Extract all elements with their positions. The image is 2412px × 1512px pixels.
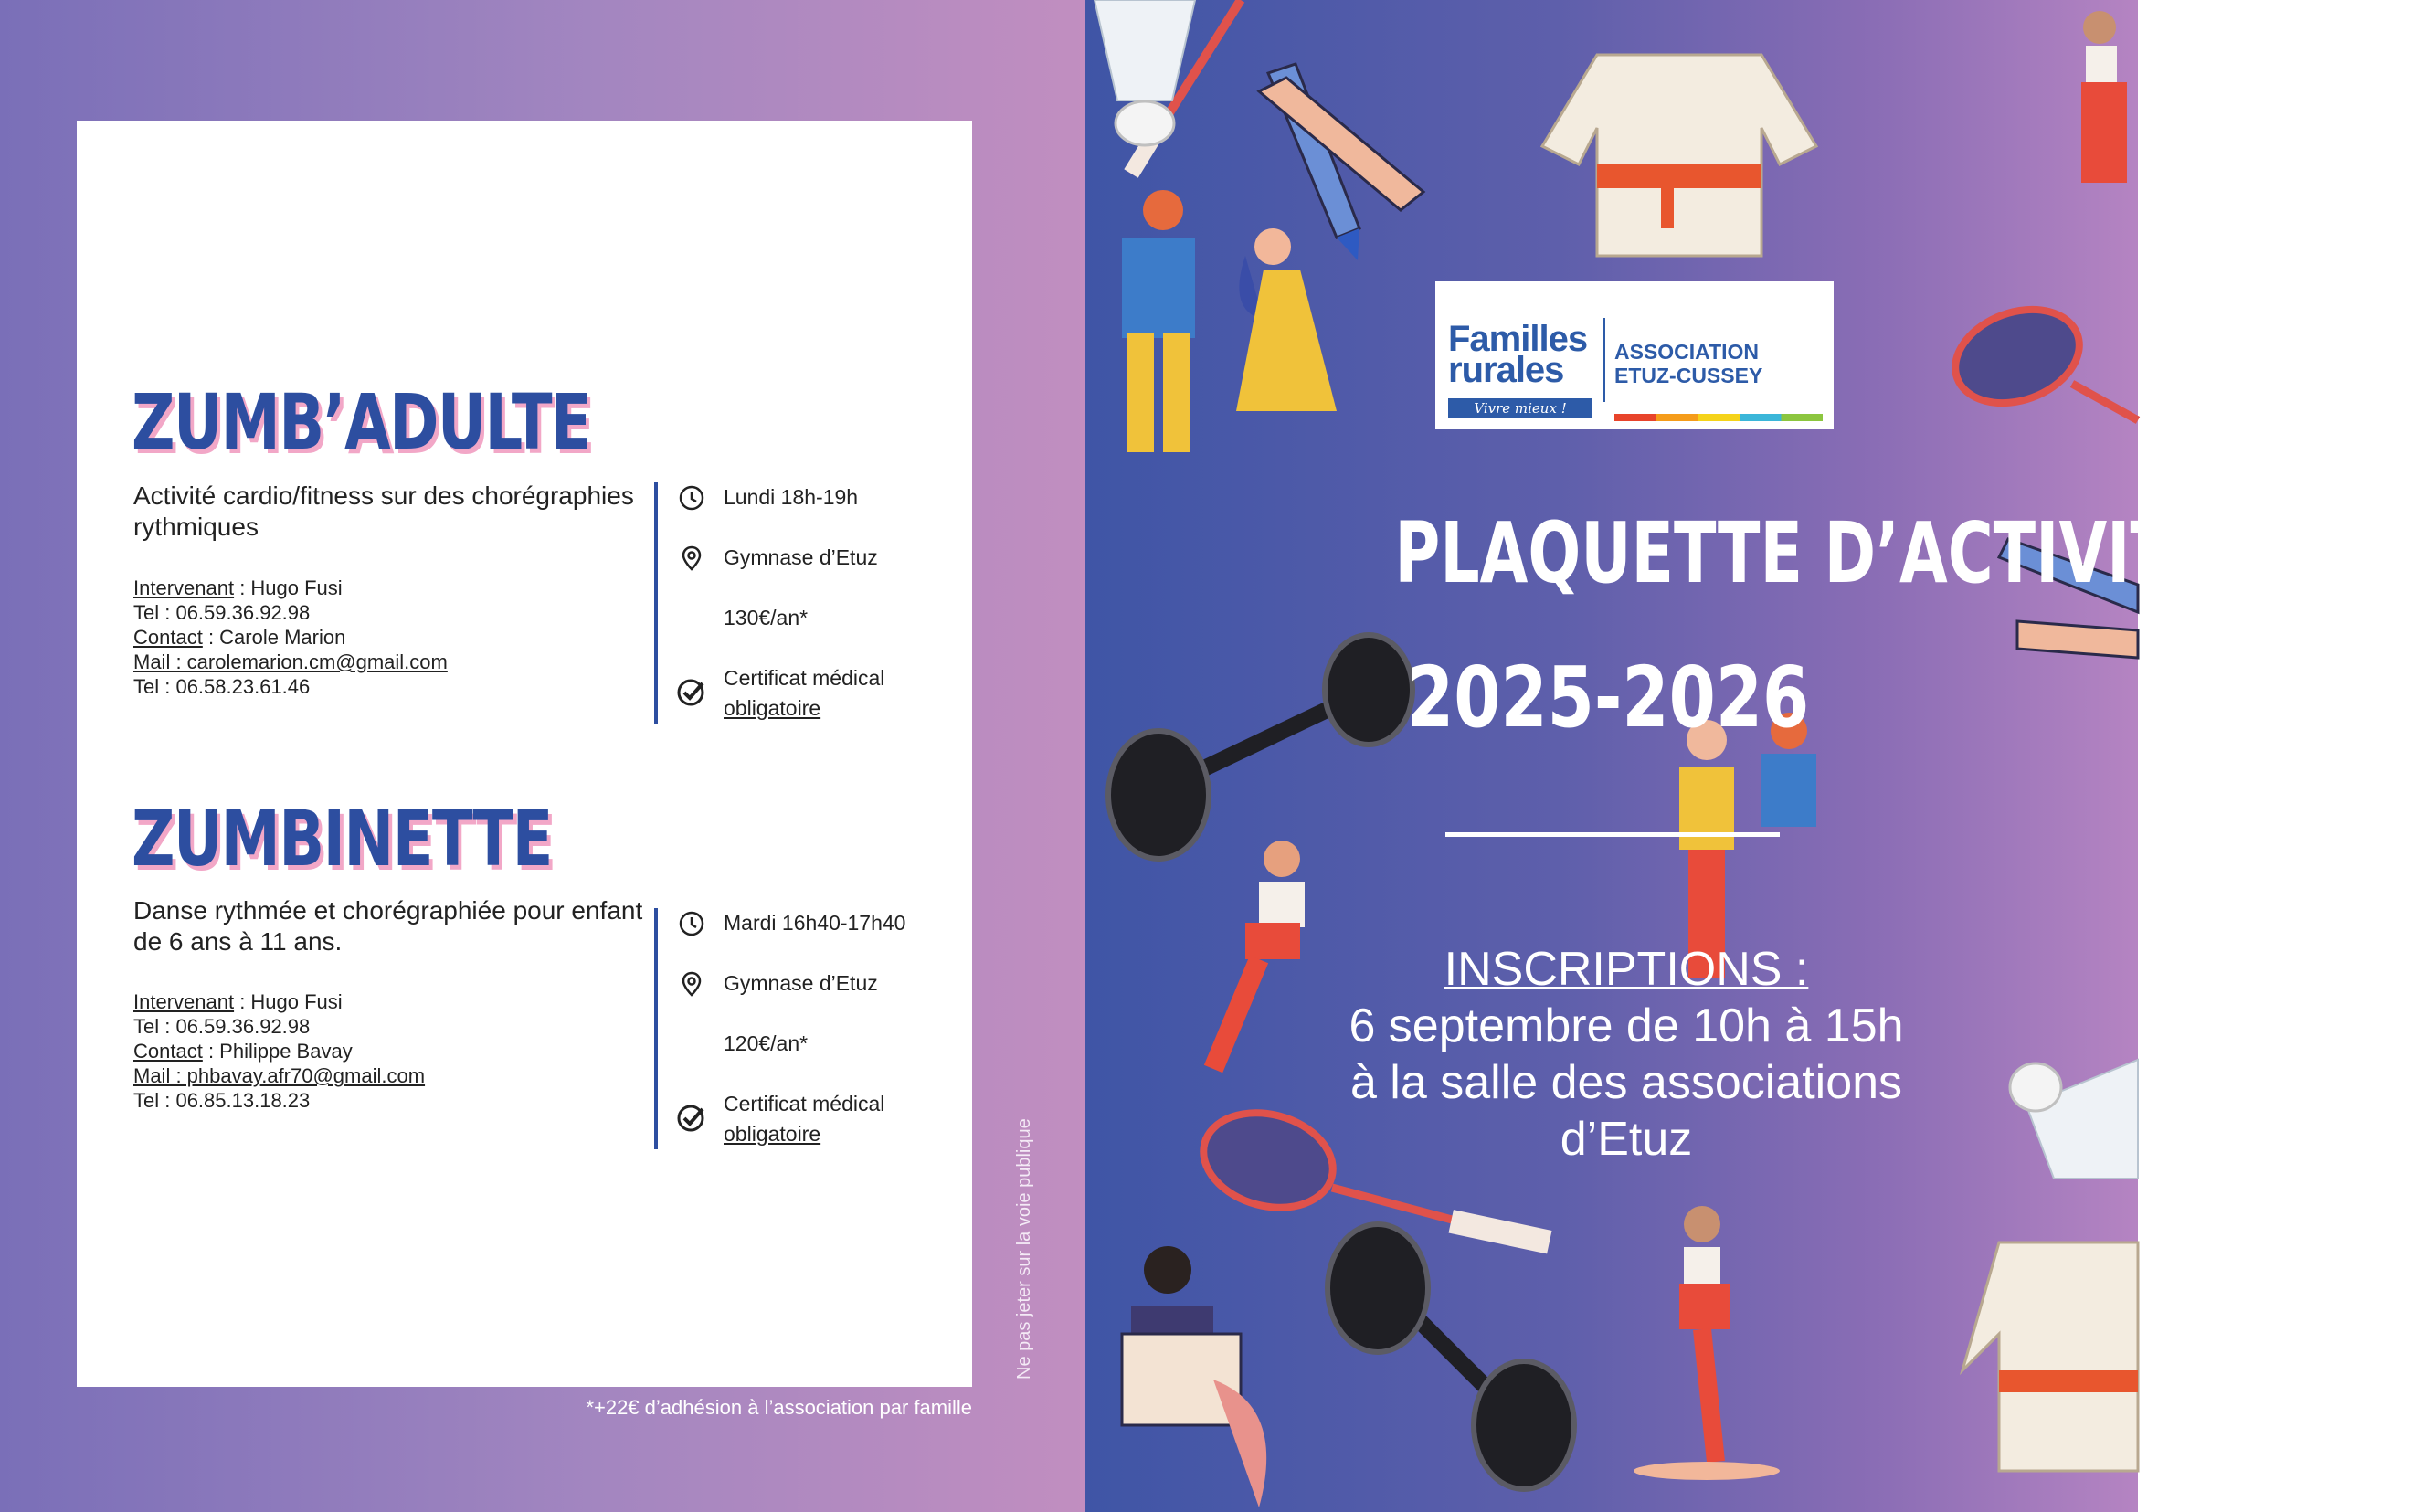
info-column: [654, 482, 950, 724]
inscriptions-line: à la salle des associations: [1349, 1056, 1903, 1109]
contact-email[interactable]: Mail : carolemarion.cm@gmail.com: [133, 650, 448, 673]
price-row: 130€/an*: [724, 606, 809, 629]
logo-slogan: Vivre mieux !: [1448, 398, 1592, 418]
judo-kimono-icon: [1542, 46, 1816, 256]
section-title-zumbadulte: ZUMB’ADULTE: [132, 377, 591, 467]
location-pin-icon: [676, 968, 707, 999]
inscriptions-block: [1279, 941, 1973, 1168]
familles-rurales-logo: [1435, 281, 1834, 429]
contact-line: Intervenant : Hugo Fusi: [133, 576, 343, 599]
clock-icon: [676, 908, 707, 939]
schedule-row: Mardi 16h40-17h40: [676, 908, 905, 939]
cover-title: PLAQUETTE D’ACTIVITÉS: [1394, 504, 2260, 602]
shuttlecock-icon: [1999, 1051, 2138, 1233]
cover-page: [1085, 0, 2260, 1512]
check-circle-icon: [676, 1102, 707, 1133]
certificate-row: Certificat médical obligatoire: [676, 1089, 884, 1149]
logo-association: ASSOCIATION ETUZ-CUSSEY: [1614, 340, 1763, 387]
dancers-illustration: [1085, 183, 1250, 475]
contact-line: Contact : Carole Marion: [133, 626, 346, 649]
contact-line: Tel : 06.59.36.92.98: [133, 1015, 311, 1038]
membership-footnote: *+22€ d’adhésion à l’association par famille: [586, 1396, 972, 1419]
contact-line: Tel : 06.59.36.92.98: [133, 601, 311, 624]
location-pin-icon: [676, 543, 707, 574]
clock-icon: [676, 482, 707, 513]
inscriptions-line: d’Etuz: [1560, 1113, 1693, 1166]
dancer-illustration: [2045, 0, 2138, 210]
check-circle-icon: [676, 676, 707, 707]
dancer-illustration: [1615, 1197, 1798, 1480]
cover-divider: [1445, 832, 1780, 837]
contact-email[interactable]: Mail : phbavay.afr70@gmail.com: [133, 1064, 426, 1087]
section-description: Activité cardio/fitness sur des chorégraphies rythmiques: [133, 481, 634, 541]
badminton-racket-icon: [1944, 301, 2138, 448]
logo-color-bar: [1614, 414, 1823, 421]
contact-line: Tel : 06.58.23.61.46: [133, 675, 311, 698]
inscriptions-line: 6 septembre de 10h à 15h: [1349, 999, 1904, 1052]
contact-line: Contact : Philippe Bavay: [133, 1040, 353, 1063]
contact-line: Intervenant : Hugo Fusi: [133, 990, 343, 1013]
activities-card: [77, 121, 972, 1387]
contact-line: Tel : 06.85.13.18.23: [133, 1089, 311, 1112]
section-description: Danse rythmée et chorégraphiée pour enfant de 6 ans à 11 ans.: [133, 896, 643, 956]
judo-kimono-icon: [1962, 1233, 2138, 1480]
contact-block: [133, 989, 425, 1113]
dumbbell-icon: [1314, 1233, 1588, 1489]
section-title-zumbinette: ZUMBINETTE: [132, 794, 552, 883]
dancer-illustration: [1227, 228, 1382, 466]
inscriptions-heading: INSCRIPTIONS :: [1444, 943, 1809, 996]
logo-divider: [1603, 318, 1605, 402]
contact-block: [133, 576, 448, 699]
logo-brand: Familles rurales: [1448, 319, 1588, 390]
seamstress-illustration: [1104, 1242, 1286, 1512]
certificate-row: Certificat médical obligatoire: [676, 663, 884, 724]
price-row: 120€/an*: [724, 1031, 809, 1055]
shuttlecock-icon: [1085, 0, 1204, 155]
place-row: Gymnase d’Etuz: [676, 968, 878, 999]
info-column: [654, 908, 950, 1149]
schedule-row: Lundi 18h-19h: [676, 482, 858, 513]
cover-year: 2025-2026: [1406, 649, 1810, 746]
place-row: Gymnase d’Etuz: [676, 543, 878, 574]
recycling-note: Ne pas jeter sur la voie publique: [1014, 1118, 1034, 1380]
